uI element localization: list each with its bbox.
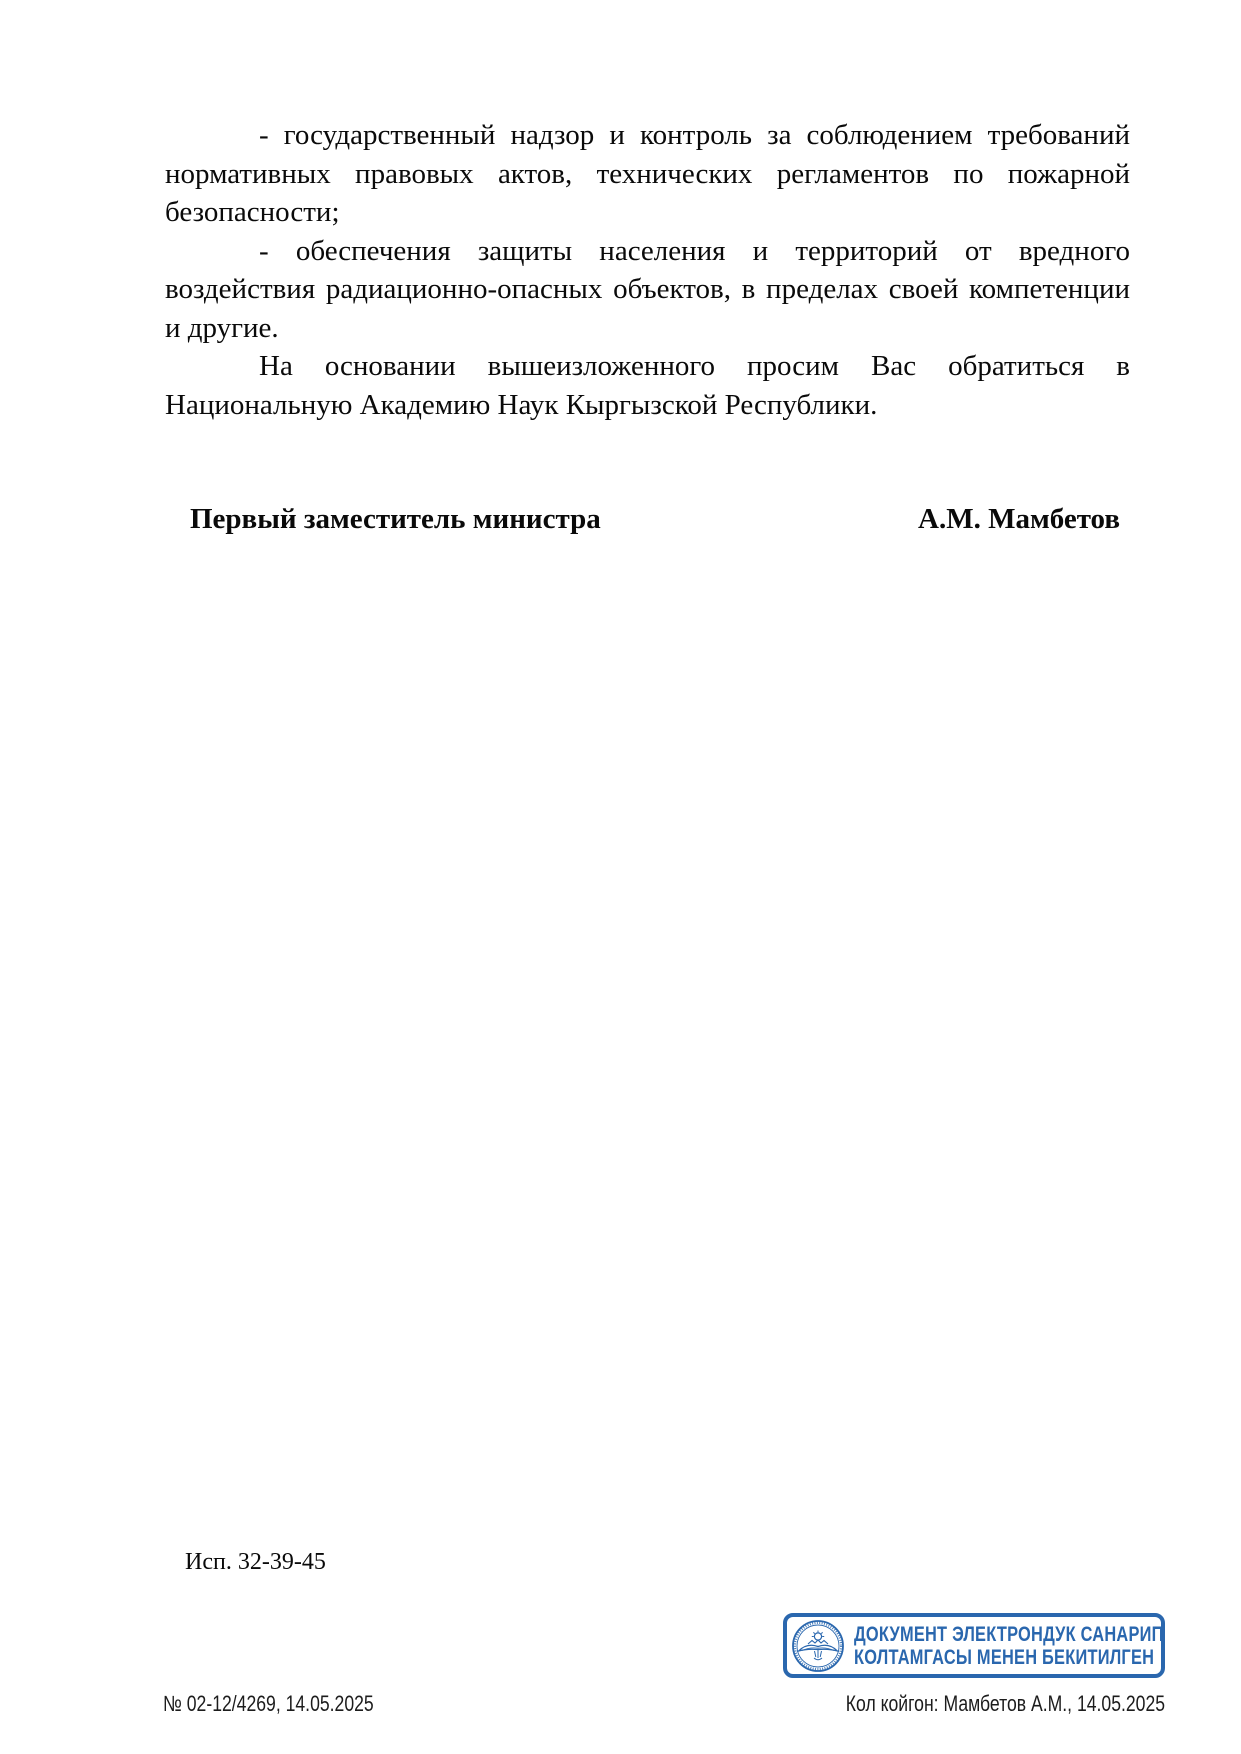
- signature-name: А.М. Мамбетов: [918, 503, 1120, 535]
- paragraph-fire-safety: - государственный надзор и контроль за соблюдением требований нормативных правовых актов, технических регламентов по пожарной безопасности;: [165, 119, 1130, 228]
- signature-row: [190, 500, 1120, 539]
- signature-title: Первый заместитель министра: [190, 503, 601, 535]
- stamp-line-2: КОЛТАМГАСЫ МЕНЕН БЕКИТИЛГЕН: [854, 1645, 1155, 1669]
- letter-body: [165, 116, 1130, 424]
- signer-info: Кол койгон: Мамбетов А.М., 14.05.2025: [845, 1691, 1165, 1716]
- digital-signature-stamp: [783, 1613, 1165, 1678]
- paragraph-radiation-protection: - обеспечения защиты населения и территорий от вредного воздействия радиационно-опасных объектов, в пределах своей компетенции и другие.: [165, 234, 1130, 344]
- paragraph-request: На основании вышеизложенного просим Вас обратиться в Национальную Академию Наук Кыргызской Республики.: [165, 350, 1130, 421]
- page-footer: [163, 1692, 1165, 1716]
- executor-note: Исп. 32-39-45: [185, 1549, 326, 1575]
- stamp-text: [854, 1623, 1164, 1669]
- kyrgyz-state-emblem-icon: [792, 1620, 844, 1672]
- document-number: № 02-12/4269, 14.05.2025: [163, 1691, 374, 1716]
- stamp-line-1: ДОКУМЕНТ ЭЛЕКТРОНДУК САНАРИП: [854, 1622, 1164, 1646]
